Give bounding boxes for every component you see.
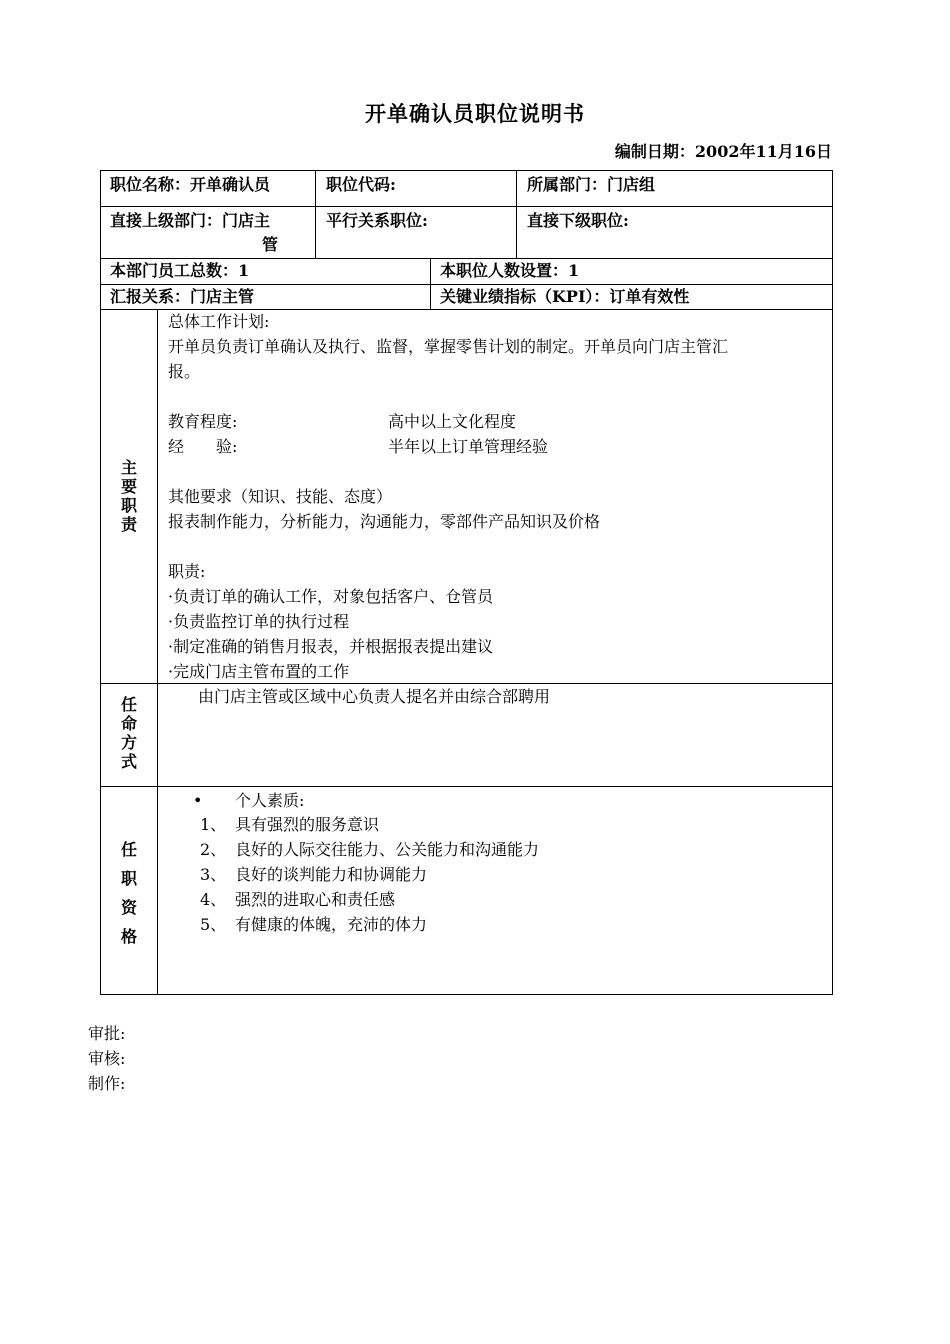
direct-superior: 直接上级部门：门店主 [110, 211, 271, 230]
col-divider [315, 170, 316, 258]
prepared-by-label: 制作: [88, 1074, 126, 1093]
responsibility-item: ·完成门店主管布置的工作 [168, 662, 350, 681]
responsibility-item: ·负责订单的确认工作，对象包括客户、仓管员 [168, 587, 494, 606]
experience-label: 经 验: [168, 437, 238, 456]
education-value: 高中以上文化程度 [388, 412, 517, 431]
review-label: 审核: [88, 1049, 126, 1068]
position-headcount: 本职位人数设置：1 [440, 261, 580, 280]
kpi: 关键业绩指标（KPI）：订单有效性 [440, 287, 690, 306]
qualification-heading: 个人素质: [235, 791, 305, 810]
row-divider [100, 206, 833, 207]
page-title: 开单确认员职位说明书 [365, 101, 585, 126]
parallel-positions: 平行关系职位: [326, 211, 428, 230]
qualification-num: 2、 [200, 840, 227, 859]
appointment-label: 任 命 方 式 [120, 695, 137, 771]
bullet-icon: • [193, 791, 203, 810]
col-divider [430, 258, 431, 309]
plan-heading: 总体工作计划: [168, 312, 270, 331]
responsibilities-heading: 职责: [168, 562, 206, 581]
approval-label: 审批: [88, 1024, 126, 1043]
education-label: 教育程度: [168, 412, 238, 431]
qualification-item: 有健康的体魄，充沛的体力 [235, 915, 428, 934]
qualification-num: 4、 [200, 890, 227, 909]
qualification-item: 良好的人际交往能力、公关能力和沟通能力 [235, 840, 540, 859]
direct-superior-cont: 管 [262, 235, 279, 254]
qualification-num: 3、 [200, 865, 227, 884]
qualification-item: 强烈的进取心和责任感 [235, 890, 396, 909]
position-name: 职位名称：开单确认员 [110, 175, 271, 194]
position-code: 职位代码: [326, 175, 396, 194]
compile-date: 编制日期：2002年11月16日 [614, 142, 832, 161]
appointment-text: 由门店主管或区域中心负责人提名并由综合部聘用 [198, 687, 551, 706]
qualification-num: 5、 [200, 915, 227, 934]
experience-value: 半年以上订单管理经验 [388, 437, 549, 456]
report-to: 汇报关系：门店主管 [110, 287, 255, 306]
duties-label: 主 要 职 责 [120, 458, 137, 534]
department-staff-total: 本部门员工总数：1 [110, 261, 250, 280]
other-requirements-heading: 其他要求（知识、技能、态度） [168, 487, 393, 506]
qualification-num: 1、 [200, 815, 227, 834]
qualification-item: 良好的谈判能力和协调能力 [235, 865, 428, 884]
responsibility-item: ·制定准确的销售月报表，并根据报表提出建议 [168, 637, 494, 656]
direct-subordinates: 直接下级职位: [527, 211, 629, 230]
plan-text-cont: 报。 [168, 362, 201, 381]
col-divider [516, 170, 517, 258]
other-requirements-text: 报表制作能力，分析能力，沟通能力，零部件产品知识及价格 [168, 512, 601, 531]
row-divider [100, 786, 833, 787]
qualification-item: 具有强烈的服务意识 [235, 815, 380, 834]
responsibility-item: ·负责监控订单的执行过程 [168, 612, 350, 631]
department: 所属部门：门店组 [527, 175, 656, 194]
col-divider [157, 309, 158, 995]
plan-text: 开单员负责订单确认及执行、监督，掌握零售计划的制定。开单员向门店主管汇 [168, 337, 729, 356]
qualification-label: 任 职 资 格 [120, 840, 137, 946]
